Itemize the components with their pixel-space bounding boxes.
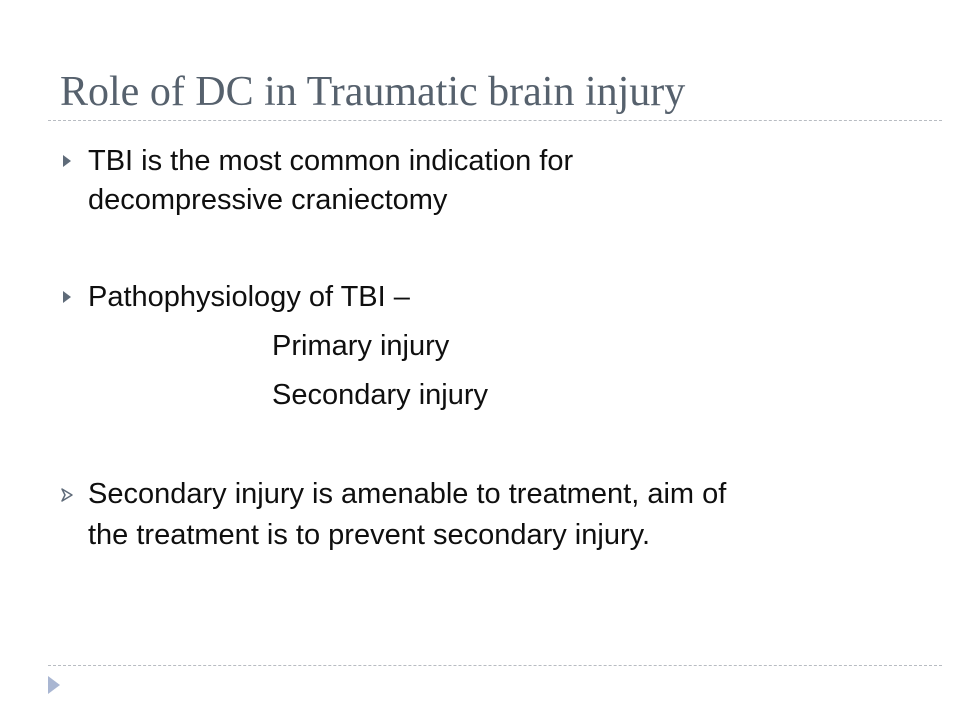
title-divider — [48, 120, 942, 121]
slide-title: Role of DC in Traumatic brain injury — [60, 69, 686, 115]
bullet-3-line-2: the treatment is to prevent secondary injury. — [88, 519, 651, 551]
footer-divider — [48, 665, 942, 666]
bullet-2-line-1: Pathophysiology of TBI – — [88, 281, 410, 313]
bullet-3-line-1: Secondary injury is amenable to treatment, aim of — [88, 478, 727, 510]
bullet-1-line-1: TBI is the most common indication for — [88, 145, 574, 177]
outline-arrow-bullet-icon — [60, 487, 74, 503]
bullet-1-line-2: decompressive craniectomy — [88, 184, 448, 216]
triangle-bullet-icon — [60, 289, 74, 305]
sub-item-primary-injury: Primary injury — [272, 330, 450, 362]
sub-item-secondary-injury: Secondary injury — [272, 379, 488, 411]
triangle-bullet-icon — [60, 153, 74, 169]
corner-arrow-icon — [47, 675, 61, 695]
